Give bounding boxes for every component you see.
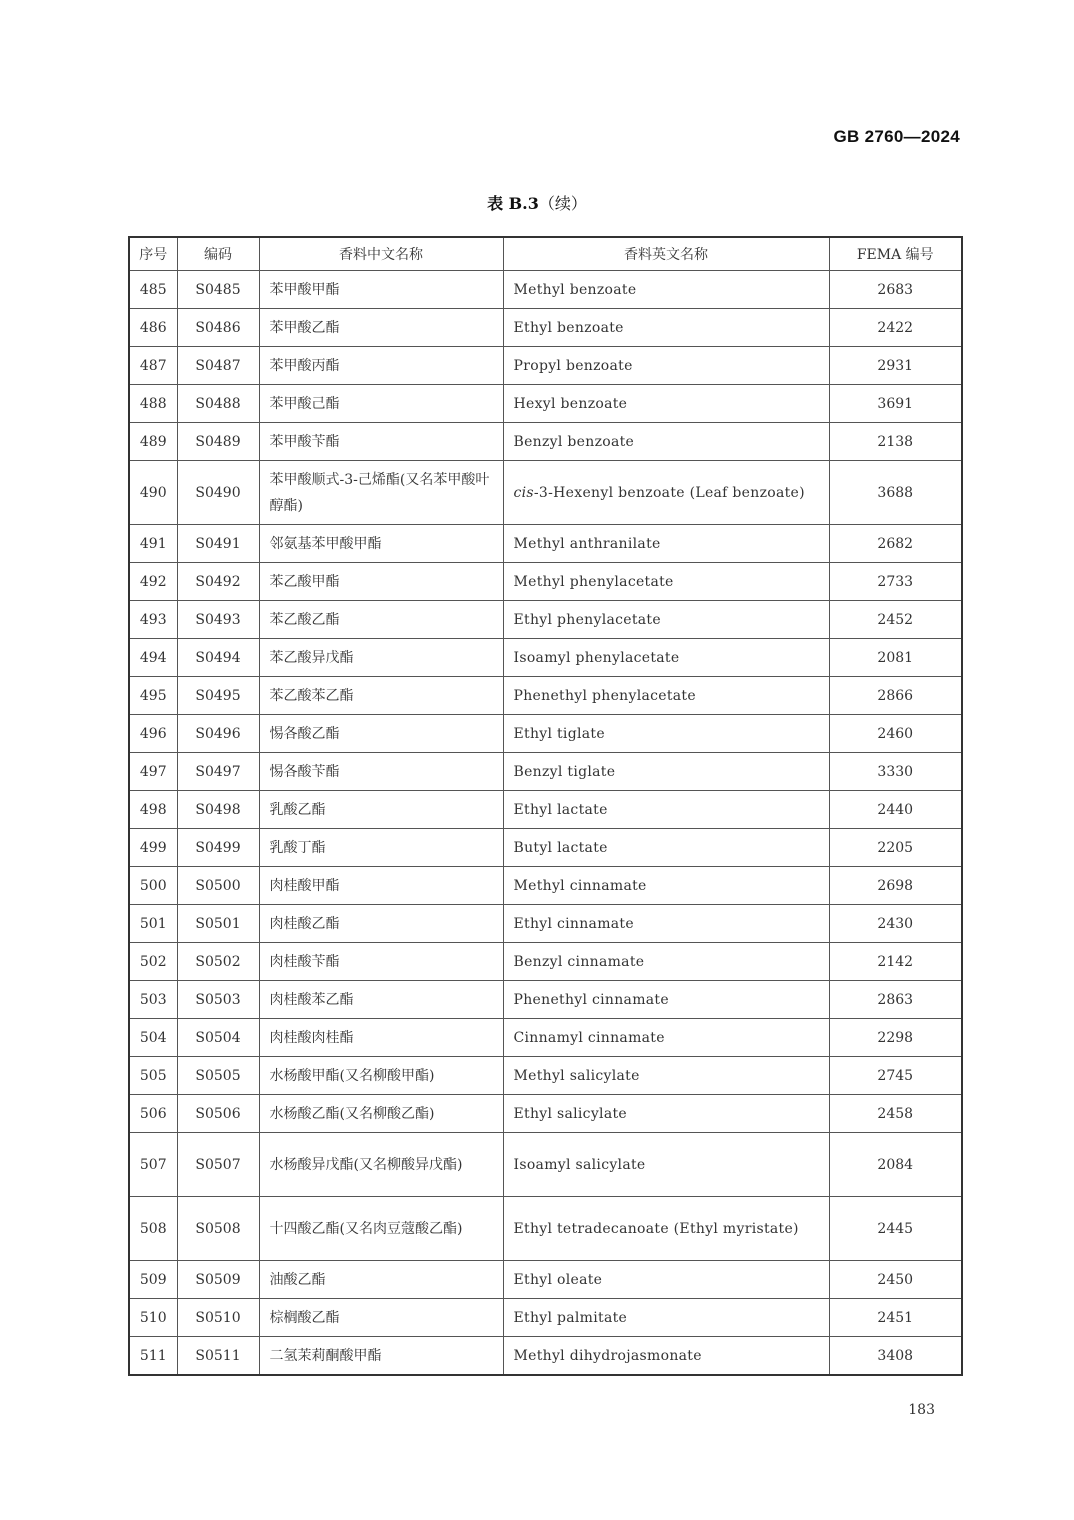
col-header-number: 序号 xyxy=(129,237,177,271)
cell-fema: 2142 xyxy=(829,943,962,981)
standard-code: GB 2760—2024 xyxy=(833,127,960,146)
cell-fema: 2298 xyxy=(829,1019,962,1057)
cell-code: S0501 xyxy=(177,905,259,943)
cell-number: 488 xyxy=(129,385,177,423)
cell-code: S0507 xyxy=(177,1133,259,1197)
cell-cn-name: 苯甲酸顺式-3-己烯酯(又名苯甲酸叶醇酯) xyxy=(259,461,503,525)
cell-code: S0496 xyxy=(177,715,259,753)
table-row xyxy=(129,1197,962,1261)
cell-cn-name: 肉桂酸甲酯 xyxy=(259,867,503,905)
cell-fema: 2866 xyxy=(829,677,962,715)
cell-fema: 2683 xyxy=(829,271,962,309)
cell-code: S0505 xyxy=(177,1057,259,1095)
table-header-row xyxy=(129,237,962,271)
cell-cn-name: 肉桂酸肉桂酯 xyxy=(259,1019,503,1057)
cell-en-name xyxy=(503,461,829,525)
cell-fema: 2698 xyxy=(829,867,962,905)
cell-en-name xyxy=(503,271,829,309)
cell-cn-name: 水杨酸乙酯(又名柳酸乙酯) xyxy=(259,1095,503,1133)
cell-fema: 3688 xyxy=(829,461,962,525)
cell-en-name xyxy=(503,601,829,639)
cell-code: S0493 xyxy=(177,601,259,639)
cell-number: 506 xyxy=(129,1095,177,1133)
cell-code: S0487 xyxy=(177,347,259,385)
cell-fema: 2440 xyxy=(829,791,962,829)
cell-en-name xyxy=(503,1057,829,1095)
cell-en-name xyxy=(503,1337,829,1376)
cell-number: 495 xyxy=(129,677,177,715)
cell-en-name xyxy=(503,905,829,943)
cell-number: 505 xyxy=(129,1057,177,1095)
cell-cn-name: 肉桂酸乙酯 xyxy=(259,905,503,943)
cell-cn-name: 十四酸乙酯(又名肉豆蔻酸乙酯) xyxy=(259,1197,503,1261)
table-row xyxy=(129,563,962,601)
cell-en-name-text: Cinnamyl cinnamate xyxy=(513,1029,665,1046)
cell-cn-name: 肉桂酸苯乙酯 xyxy=(259,981,503,1019)
cell-en-name-text: Ethyl tetradecanoate (Ethyl myristate) xyxy=(513,1220,799,1237)
cell-en-name-text: Ethyl lactate xyxy=(513,801,608,818)
cell-en-name-text: Propyl benzoate xyxy=(513,357,633,374)
cell-cn-name: 苯甲酸乙酯 xyxy=(259,309,503,347)
table-row xyxy=(129,525,962,563)
cell-cn-name: 肉桂酸苄酯 xyxy=(259,943,503,981)
cell-number: 507 xyxy=(129,1133,177,1197)
cell-cn-name: 苯甲酸己酯 xyxy=(259,385,503,423)
cell-en-name-text: Methyl benzoate xyxy=(513,281,637,298)
table-row xyxy=(129,1299,962,1337)
cell-en-name-text: Methyl dihydrojasmonate xyxy=(513,1347,702,1364)
cell-fema: 2450 xyxy=(829,1261,962,1299)
cell-cn-name: 油酸乙酯 xyxy=(259,1261,503,1299)
cell-en-name-text: Hexyl benzoate xyxy=(513,395,628,412)
cell-fema: 2863 xyxy=(829,981,962,1019)
cell-number: 496 xyxy=(129,715,177,753)
cell-en-name-text: Ethyl cinnamate xyxy=(513,915,634,932)
cell-en-name-text: Ethyl palmitate xyxy=(513,1309,628,1326)
cell-number: 492 xyxy=(129,563,177,601)
cell-en-name-text: Methyl phenylacetate xyxy=(513,573,674,590)
col-header-cn-name: 香料中文名称 xyxy=(259,237,503,271)
table-row xyxy=(129,347,962,385)
cell-cn-name: 乳酸乙酯 xyxy=(259,791,503,829)
cell-code: S0500 xyxy=(177,867,259,905)
cell-fema: 2205 xyxy=(829,829,962,867)
table-row xyxy=(129,753,962,791)
cell-number: 502 xyxy=(129,943,177,981)
cell-number: 497 xyxy=(129,753,177,791)
cell-fema: 3330 xyxy=(829,753,962,791)
cell-number: 491 xyxy=(129,525,177,563)
cell-code: S0508 xyxy=(177,1197,259,1261)
cell-number: 489 xyxy=(129,423,177,461)
cell-code: S0510 xyxy=(177,1299,259,1337)
table-row xyxy=(129,423,962,461)
cell-number: 503 xyxy=(129,981,177,1019)
cell-en-name-text: Methyl salicylate xyxy=(513,1067,640,1084)
cell-number: 504 xyxy=(129,1019,177,1057)
cell-cn-name: 苯甲酸苄酯 xyxy=(259,423,503,461)
cell-en-name-text: Phenethyl phenylacetate xyxy=(513,687,696,704)
cell-en-name xyxy=(503,309,829,347)
cell-en-name-text: Ethyl tiglate xyxy=(513,725,605,742)
cell-en-name-text: Benzyl tiglate xyxy=(513,763,616,780)
cell-fema: 3691 xyxy=(829,385,962,423)
cell-fema: 2452 xyxy=(829,601,962,639)
cell-code: S0491 xyxy=(177,525,259,563)
cell-en-name xyxy=(503,829,829,867)
cell-fema: 2081 xyxy=(829,639,962,677)
cell-code: S0492 xyxy=(177,563,259,601)
cell-code: S0511 xyxy=(177,1337,259,1376)
cell-en-name-text: Isoamyl phenylacetate xyxy=(513,649,680,666)
cell-en-name xyxy=(503,1197,829,1261)
cell-code: S0497 xyxy=(177,753,259,791)
cell-number: 499 xyxy=(129,829,177,867)
cell-en-name xyxy=(503,791,829,829)
cell-en-name xyxy=(503,867,829,905)
cell-cn-name: 二氢茉莉酮酸甲酯 xyxy=(259,1337,503,1376)
cell-number: 500 xyxy=(129,867,177,905)
table-row xyxy=(129,461,962,525)
cell-en-name xyxy=(503,1019,829,1057)
cell-en-name-text: Ethyl salicylate xyxy=(513,1105,627,1122)
cell-cn-name: 惕各酸乙酯 xyxy=(259,715,503,753)
cell-cn-name: 水杨酸甲酯(又名柳酸甲酯) xyxy=(259,1057,503,1095)
cell-code: S0485 xyxy=(177,271,259,309)
cell-fema: 2745 xyxy=(829,1057,962,1095)
table-row xyxy=(129,943,962,981)
cell-cn-name: 乳酸丁酯 xyxy=(259,829,503,867)
cell-en-name xyxy=(503,423,829,461)
col-header-en-name: 香料英文名称 xyxy=(503,237,829,271)
cell-cn-name: 苯乙酸异戊酯 xyxy=(259,639,503,677)
cell-code: S0498 xyxy=(177,791,259,829)
cell-number: 511 xyxy=(129,1337,177,1376)
col-header-code: 编码 xyxy=(177,237,259,271)
page-number: 183 xyxy=(908,1402,935,1418)
cell-fema: 3408 xyxy=(829,1337,962,1376)
cell-cn-name: 邻氨基苯甲酸甲酯 xyxy=(259,525,503,563)
cell-en-name-italic: cis xyxy=(513,484,534,501)
cell-code: S0488 xyxy=(177,385,259,423)
cell-en-name-text: Isoamyl salicylate xyxy=(513,1156,646,1173)
cell-fema: 2931 xyxy=(829,347,962,385)
table-row xyxy=(129,715,962,753)
table-row xyxy=(129,639,962,677)
cell-code: S0509 xyxy=(177,1261,259,1299)
table-row xyxy=(129,309,962,347)
cell-cn-name: 惕各酸苄酯 xyxy=(259,753,503,791)
table-title xyxy=(0,191,1074,214)
cell-en-name-text: Phenethyl cinnamate xyxy=(513,991,669,1008)
cell-en-name xyxy=(503,1261,829,1299)
cell-code: S0506 xyxy=(177,1095,259,1133)
cell-number: 487 xyxy=(129,347,177,385)
cell-cn-name: 苯甲酸丙酯 xyxy=(259,347,503,385)
cell-code: S0495 xyxy=(177,677,259,715)
col-header-fema: FEMA 编号 xyxy=(829,237,962,271)
table-row xyxy=(129,601,962,639)
cell-en-name xyxy=(503,753,829,791)
table-body xyxy=(129,271,962,1376)
table-title-label: 表 B.3 xyxy=(487,194,539,213)
cell-fema: 2733 xyxy=(829,563,962,601)
table-row xyxy=(129,905,962,943)
table-row xyxy=(129,1337,962,1376)
cell-number: 490 xyxy=(129,461,177,525)
cell-code: S0502 xyxy=(177,943,259,981)
cell-en-name-text: Methyl cinnamate xyxy=(513,877,647,894)
table-row xyxy=(129,1057,962,1095)
cell-fema: 2084 xyxy=(829,1133,962,1197)
cell-fema: 2682 xyxy=(829,525,962,563)
cell-code: S0503 xyxy=(177,981,259,1019)
cell-fema: 2460 xyxy=(829,715,962,753)
cell-number: 485 xyxy=(129,271,177,309)
cell-en-name xyxy=(503,1095,829,1133)
cell-fema: 2458 xyxy=(829,1095,962,1133)
cell-number: 493 xyxy=(129,601,177,639)
cell-en-name-text: Ethyl benzoate xyxy=(513,319,624,336)
cell-en-name xyxy=(503,981,829,1019)
cell-code: S0504 xyxy=(177,1019,259,1057)
cell-en-name xyxy=(503,715,829,753)
cell-fema: 2422 xyxy=(829,309,962,347)
cell-en-name-text: Benzyl cinnamate xyxy=(513,953,645,970)
table-row xyxy=(129,271,962,309)
cell-en-name-text: -3-Hexenyl benzoate (Leaf benzoate) xyxy=(533,484,805,501)
table-row xyxy=(129,829,962,867)
cell-en-name-text: Benzyl benzoate xyxy=(513,433,635,450)
table-row xyxy=(129,1019,962,1057)
cell-cn-name: 棕榈酸乙酯 xyxy=(259,1299,503,1337)
cell-en-name-text: Ethyl phenylacetate xyxy=(513,611,661,628)
cell-cn-name: 苯甲酸甲酯 xyxy=(259,271,503,309)
cell-number: 486 xyxy=(129,309,177,347)
cell-cn-name: 苯乙酸乙酯 xyxy=(259,601,503,639)
cell-cn-name: 苯乙酸苯乙酯 xyxy=(259,677,503,715)
cell-number: 494 xyxy=(129,639,177,677)
cell-en-name xyxy=(503,563,829,601)
cell-number: 501 xyxy=(129,905,177,943)
cell-en-name xyxy=(503,347,829,385)
cell-code: S0490 xyxy=(177,461,259,525)
cell-code: S0486 xyxy=(177,309,259,347)
cell-en-name xyxy=(503,639,829,677)
cell-number: 509 xyxy=(129,1261,177,1299)
cell-en-name xyxy=(503,525,829,563)
cell-number: 498 xyxy=(129,791,177,829)
cell-en-name xyxy=(503,385,829,423)
cell-cn-name: 苯乙酸甲酯 xyxy=(259,563,503,601)
cell-en-name xyxy=(503,1133,829,1197)
cell-fema: 2430 xyxy=(829,905,962,943)
table-row xyxy=(129,1095,962,1133)
cell-fema: 2138 xyxy=(829,423,962,461)
cell-en-name-text: Butyl lactate xyxy=(513,839,608,856)
cell-code: S0499 xyxy=(177,829,259,867)
table-row xyxy=(129,1133,962,1197)
cell-code: S0489 xyxy=(177,423,259,461)
cell-en-name xyxy=(503,943,829,981)
table-row xyxy=(129,677,962,715)
cell-en-name-text: Methyl anthranilate xyxy=(513,535,661,552)
flavor-table xyxy=(128,236,963,1376)
table-row xyxy=(129,1261,962,1299)
cell-en-name-text: Ethyl oleate xyxy=(513,1271,603,1288)
table-row xyxy=(129,981,962,1019)
cell-en-name xyxy=(503,1299,829,1337)
cell-code: S0494 xyxy=(177,639,259,677)
cell-fema: 2445 xyxy=(829,1197,962,1261)
table-row xyxy=(129,791,962,829)
table-title-suffix: （续） xyxy=(538,194,587,213)
cell-number: 508 xyxy=(129,1197,177,1261)
cell-cn-name: 水杨酸异戊酯(又名柳酸异戊酯) xyxy=(259,1133,503,1197)
cell-en-name xyxy=(503,677,829,715)
table-row xyxy=(129,385,962,423)
cell-number: 510 xyxy=(129,1299,177,1337)
table-row xyxy=(129,867,962,905)
cell-fema: 2451 xyxy=(829,1299,962,1337)
